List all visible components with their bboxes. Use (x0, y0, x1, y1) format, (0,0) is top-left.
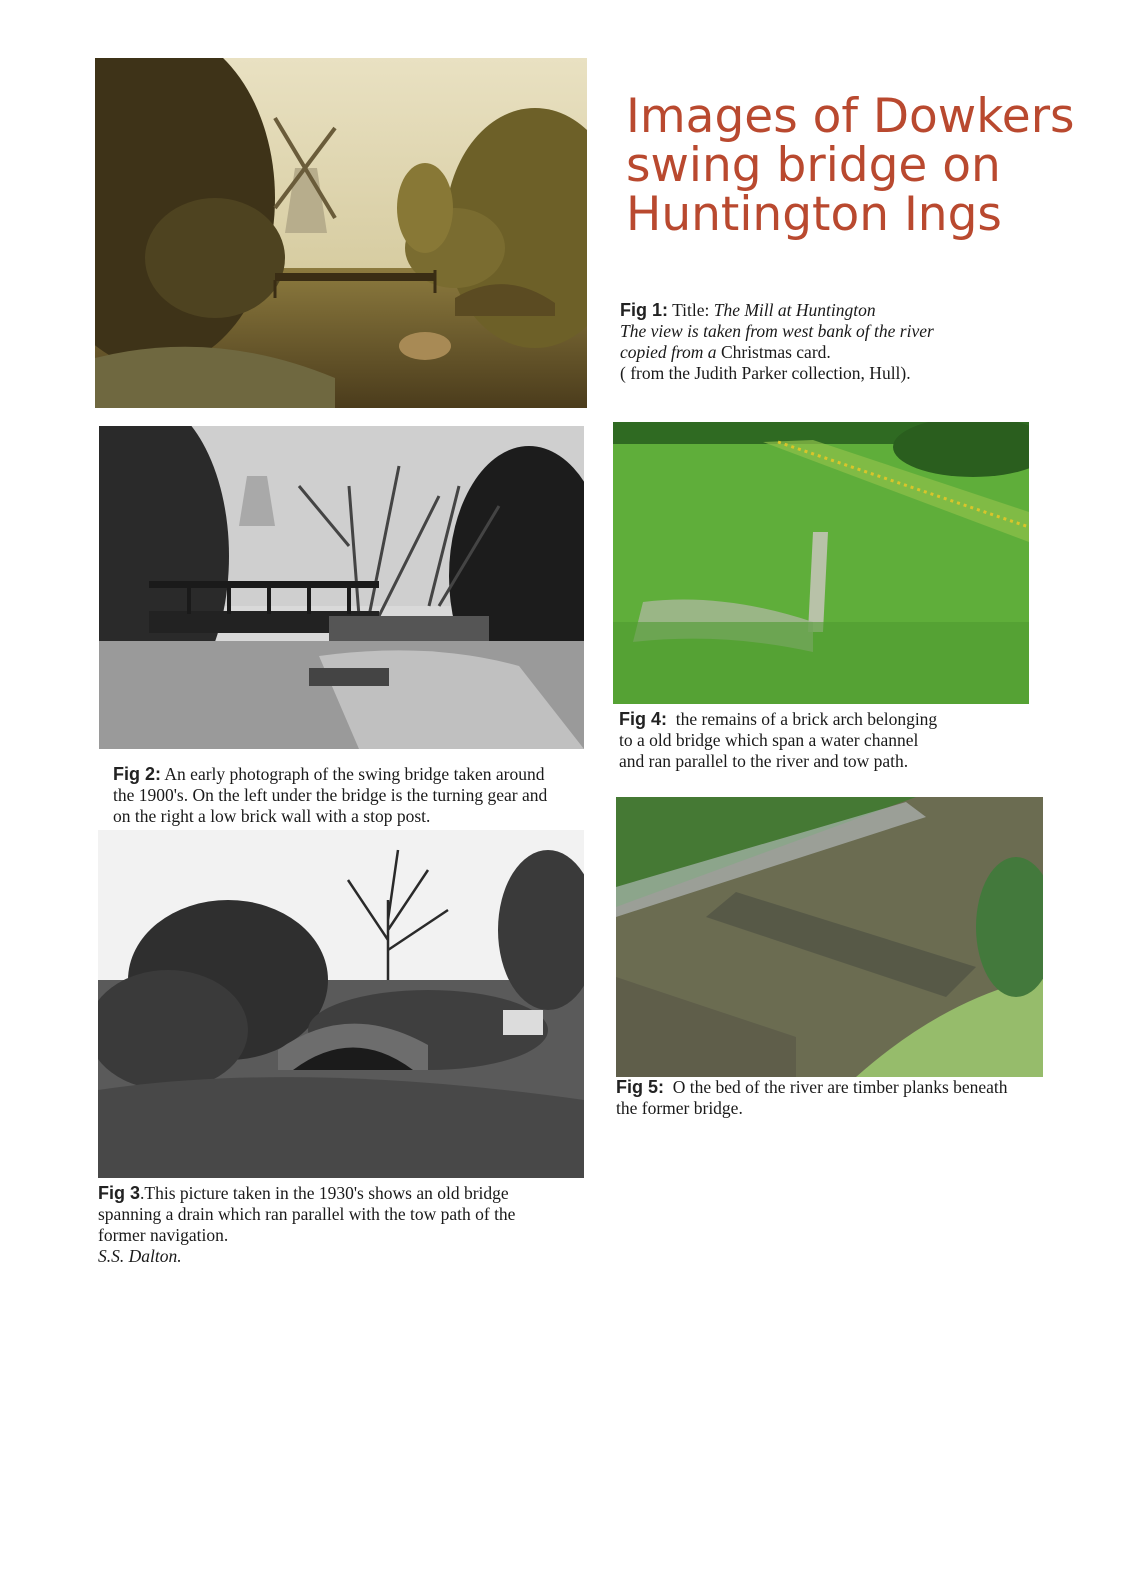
fig1-caption-line-4: ( from the Judith Parker collection, Hull). (620, 363, 911, 383)
fig4-label: Fig 4: (619, 709, 667, 729)
page-title (626, 89, 1096, 242)
fig5-label: Fig 5: (616, 1077, 664, 1097)
fig4-grass-remains-photo (613, 422, 1029, 704)
fig1-caption-line-1 (620, 300, 1100, 321)
fig1-painting-title: The Mill at Huntington (713, 300, 876, 320)
fig2-text-1: An early photograph of the swing bridge taken around (161, 764, 545, 784)
fig1-copied-from: copied from a (620, 342, 717, 362)
fig2-caption-line-3: on the right a low brick wall with a stop post. (113, 806, 431, 826)
fig2-caption-line-2: the 1900's. On the left under the bridge is the turning gear and (113, 785, 548, 805)
fig3-old-bridge-photo (98, 830, 584, 1178)
fig3-text-1: .This picture taken in the 1930's shows an old bridge (140, 1183, 509, 1203)
fig4-caption (619, 709, 1059, 772)
fig1-title-prefix: Title: (672, 300, 714, 320)
fig4-caption-line-2: to a old bridge which span a water channel (619, 730, 919, 750)
fig4-text-1: the remains of a brick arch belonging (667, 709, 938, 729)
fig1-caption (620, 300, 1100, 384)
fig2-caption-line-1 (113, 764, 583, 785)
fig1-christmas-card: Christmas card. (716, 342, 831, 362)
fig3-caption-line-2: spanning a drain which ran parallel with the tow path of the (98, 1204, 516, 1224)
fig5-river-bed-photo (616, 797, 1043, 1077)
fig4-caption-line-1 (619, 709, 1059, 730)
fig4-caption-line-3: and ran parallel to the river and tow path. (619, 751, 909, 771)
fig3-photo-credit: S.S. Dalton. (98, 1246, 182, 1266)
fig1-painting-image (95, 58, 587, 408)
fig1-label: Fig 1: (620, 300, 668, 320)
fig5-caption-line-1 (616, 1077, 1096, 1098)
fig1-caption-line-3 (620, 342, 1100, 363)
fig3-caption (98, 1183, 568, 1267)
fig2-swing-bridge-photo (99, 426, 584, 749)
fig3-label: Fig 3 (98, 1183, 141, 1203)
fig3-caption-line-3: former navigation. (98, 1225, 229, 1245)
title-line-2: swing bridge on (626, 138, 1001, 193)
fig2-caption (113, 764, 583, 827)
fig1-caption-line-2: The view is taken from west bank of the river (620, 321, 934, 341)
fig3-caption-line-1 (98, 1183, 568, 1204)
fig5-caption-line-2: the former bridge. (616, 1098, 743, 1118)
fig5-caption (616, 1077, 1096, 1119)
fig2-label: Fig 2: (113, 764, 161, 784)
title-line-1: Images of Dowkers (626, 89, 1075, 144)
title-line-3: Huntington Ings (626, 187, 1002, 242)
fig5-text-1: O the bed of the river are timber planks beneath (664, 1077, 1008, 1097)
